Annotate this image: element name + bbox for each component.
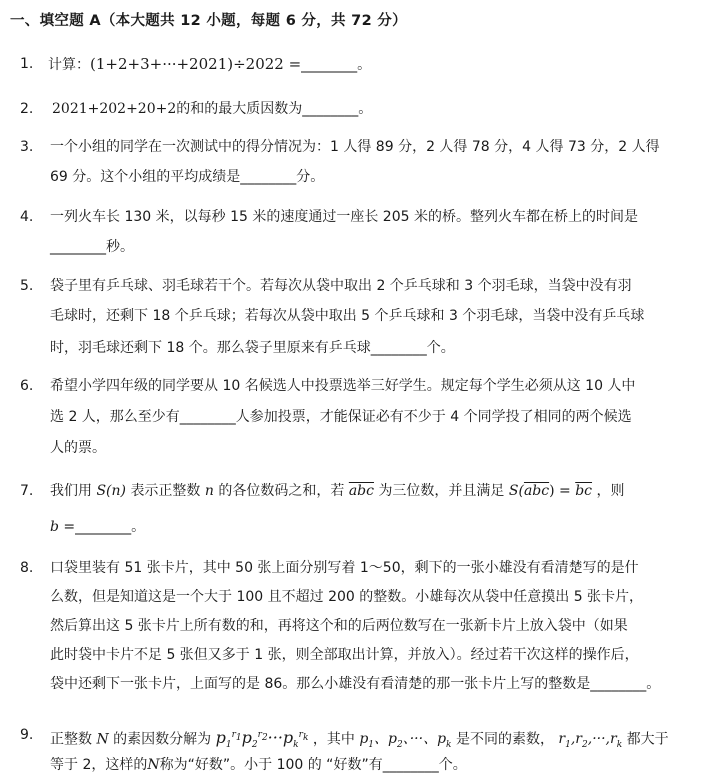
question-text: 我们用 [50, 483, 92, 499]
question-text: 一个小组的同学在一次测试中的得分情况为：1 人得 89 分，2 人得 78 分，4 人得 73 分，2 人得 [50, 139, 660, 155]
question-text: 一列火车长 130 米，以每秒 15 米的速度通过一座长 205 米的桥。整列火车都在桥上的时间是 [50, 209, 638, 225]
question-number: 3. [20, 139, 34, 155]
question-text: 称为“好数”。小于 100 的 “好数”有________个。 [159, 757, 467, 773]
question-text: ________秒。 [50, 239, 134, 255]
answer-blank: ________。 [75, 519, 146, 535]
question-text: 希望小学四年级的同学要从 10 名候选人中投票选举三好学生。规定每个学生必须从这 10 人中 [50, 378, 636, 394]
math-var-n-cap: N [147, 757, 160, 773]
question-number: 5. [20, 278, 34, 294]
question-text: 的素因数分解为 [113, 731, 212, 748]
math-s-open: S( [508, 483, 524, 499]
answer-blank: ________。 [301, 57, 372, 73]
question-number: 9. [20, 727, 34, 743]
question-text: 此时袋中卡片不足 5 张但又多于 1 张，则全部取出计算，并放入）。经过若干次这样的操作后， [50, 647, 639, 663]
math-var-n: n [204, 483, 214, 499]
question-number: 4. [20, 209, 34, 225]
math-expression: (1+2+3+···+2021)÷2022 = [90, 55, 302, 73]
question-text: 口袋里装有 51 张卡片，其中 50 张上面分别写着 1～50，剩下的一张小雄没有看清楚写的是什 [50, 560, 639, 576]
section-header: 一、填空题 A（本大题共 12 小题，每题 6 分，共 72 分） [10, 13, 407, 29]
math-abc-overline: $\overline{abc}$ [348, 483, 374, 499]
question-text: 等于 2，这样的 [50, 757, 148, 773]
question-text: 69 分。这个小组的平均成绩是________分。 [50, 169, 325, 185]
question-text: 的和的最大质因数为________。 [176, 101, 373, 117]
question-number: 8. [20, 560, 34, 576]
question-text: 计算： [48, 57, 90, 73]
math-var-n-cap: N [96, 731, 109, 748]
question-text: 毛球时，还剩下 18 个乒乓球；若每次从袋中取出 5 个乒乓球和 3 个羽毛球，当袋中没有乒乓球 [50, 308, 645, 324]
question-number: 6. [20, 378, 34, 394]
question-text: 是不同的素数， [455, 731, 554, 748]
question-text: 人的票。 [50, 440, 106, 456]
question-text: 正整数 [50, 731, 92, 748]
math-abc-overline: $\overline{abc}$ [523, 483, 550, 499]
question-text: 然后算出这 5 张卡片上所有数的和，再将这个和的后两位数写在一张新卡片上放入袋中（如果 [50, 618, 628, 634]
question-text: 么数，但是知道这是一个大于 100 且不超过 200 的整数。小雄每次从袋中任意摸出 5 张卡片， [50, 589, 644, 605]
question-number: 7. [20, 483, 34, 499]
math-exponents-list: $r_1,r_2,\cdot\cdot\cdot,r_k$ [558, 731, 623, 751]
math-s-of-n: S(n) [96, 483, 126, 499]
question-text: 选 2 人，那么至少有________人参加投票，才能保证必有不少于 4 个同学投了相同的两个候选 [50, 409, 632, 425]
question-text: 袋子里有乒乓球、羽毛球若干个。若每次从袋中取出 2 个乒乓球和 3 个羽毛球，当袋中没有羽 [50, 278, 632, 294]
math-expression: 2021+202+20+2 [52, 101, 177, 117]
math-factorization: $p_1^{r_1}p_2^{r_2}\cdot\cdot\cdot p_k^{r_k}$ [215, 728, 309, 751]
question-text: 都大于 [626, 731, 669, 748]
question-number: 1. [20, 56, 34, 72]
math-b-equals: b = [50, 519, 76, 535]
question-text: ，其中 [312, 731, 355, 748]
math-bc-overline: $\overline{bc}$ [575, 483, 593, 499]
question-text: ，则 [596, 483, 625, 499]
question-text: 的各位数码之和，若 [218, 483, 345, 499]
question-text: 表示正整数 [130, 483, 201, 499]
question-text: 袋中还剩下一张卡片，上面写的是 86。那么小雄没有看清楚的那一张卡片上写的整数是________。 [50, 676, 661, 692]
question-text: 为三位数，并且满足 [378, 483, 505, 499]
math-primes-list: $p_1$、$p_2$、···、$p_k$ [359, 731, 452, 751]
math-equals: ) = [549, 483, 571, 499]
question-number: 2. [20, 101, 34, 117]
question-text: 时，羽毛球还剩下 18 个。那么袋子里原来有乒乓球________个。 [50, 340, 455, 356]
